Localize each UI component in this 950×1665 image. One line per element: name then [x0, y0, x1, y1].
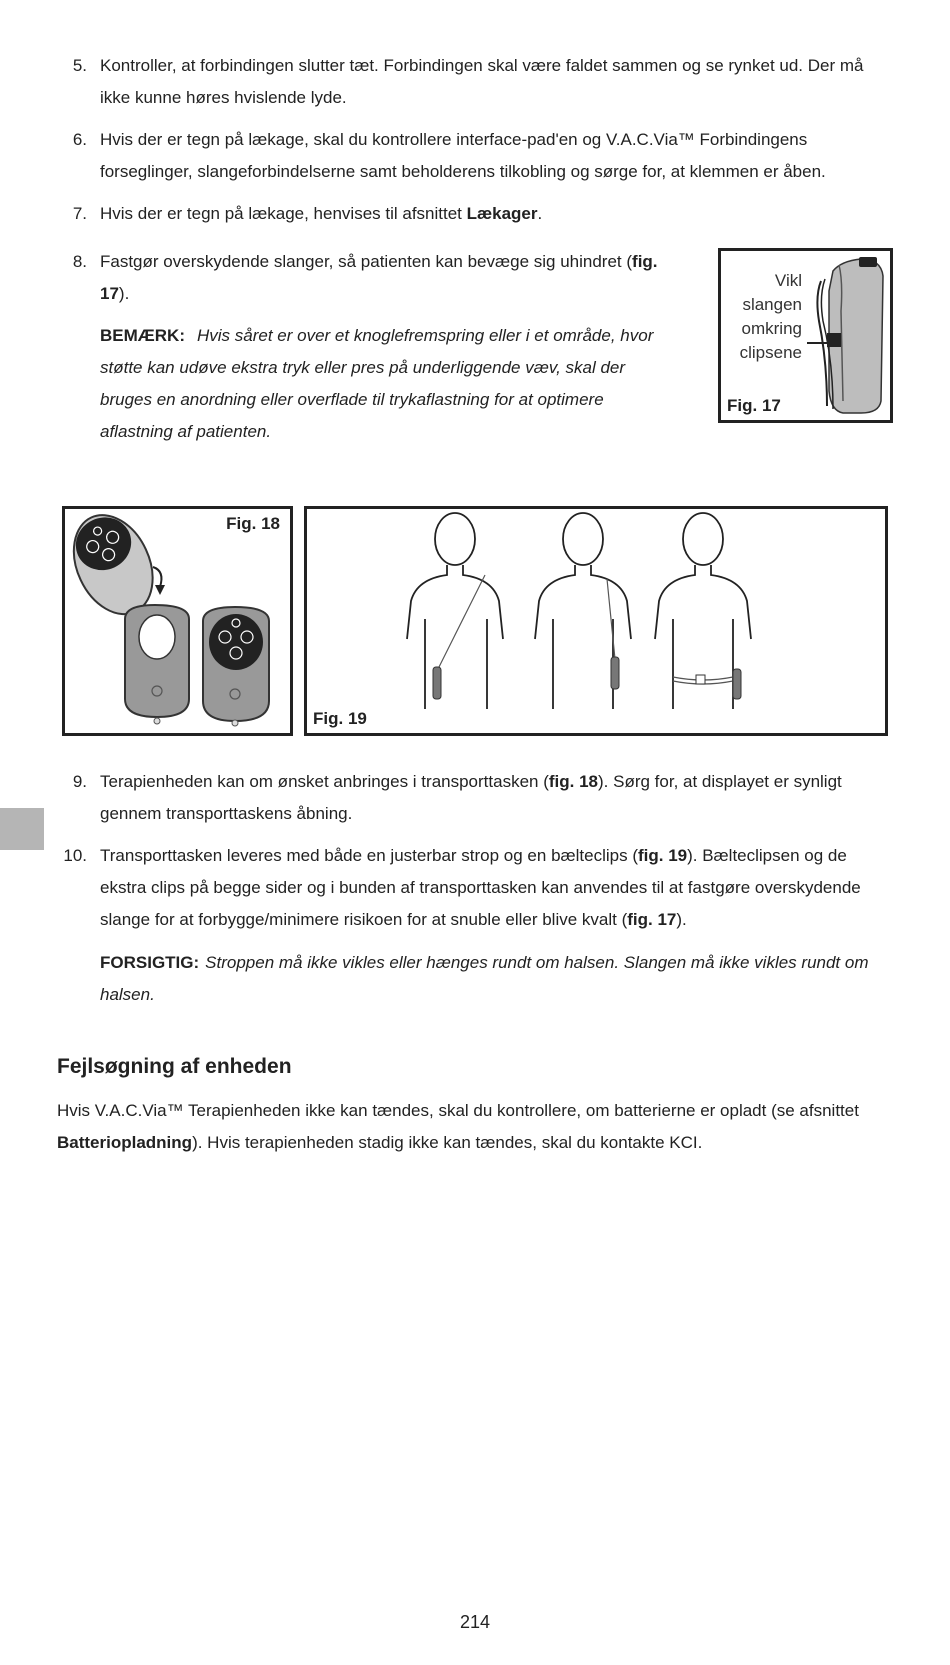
list-item-6 — [62, 124, 892, 188]
item-text: Hvis der er tegn på lækage, skal du kontrollere interface-pad'en og V.A.C.Via™ Forbindingens forseglinger, slangeforbindelserne samt beholderens tilkobling og sørge for, at klemmen er åben. — [100, 130, 826, 181]
item-text: Hvis der er tegn på lækage, henvises til afsnittet Lækager. — [100, 204, 543, 223]
item-number: 9. — [72, 772, 87, 791]
list-item-10 — [62, 840, 892, 936]
note-text: Hvis såret er over et knoglefremspring eller i et område, hvor støtte kan udøve ekstra tryk eller pres på underliggende væv, skal der bruges en anordning eller overflade til trykaflastning for at optimere aflastning af patienten. — [100, 326, 654, 441]
section-reference: Lækager — [466, 204, 538, 223]
fig18-label: Fig. 18 — [226, 514, 280, 533]
item-number: 6. — [72, 130, 87, 149]
figure-17 — [718, 248, 893, 423]
item-text: Terapienheden kan om ønsket anbringes i transporttasken (fig. 18). Sørg for, at displayet er synligt gennem transporttaskens åbning. — [100, 772, 842, 823]
figure-reference: fig. 17 — [100, 252, 658, 303]
note-label: FORSIGTIG: — [100, 953, 200, 972]
figure-18 — [62, 506, 293, 736]
wearing-options-illustration — [307, 509, 885, 733]
note-label: BEMÆRK: — [100, 326, 185, 345]
figure-19 — [304, 506, 888, 736]
item-text: Fastgør overskydende slanger, så patienten kan bevæge sig uhindret (fig. 17). — [100, 252, 658, 303]
list-item-9 — [62, 766, 892, 830]
list-item-8 — [62, 246, 672, 310]
item-number: 8. — [72, 252, 87, 271]
figure-reference: fig. 17 — [627, 910, 677, 929]
fig19-label: Fig. 19 — [313, 709, 367, 728]
item-number: 7. — [72, 204, 87, 223]
item-text: Transporttasken leveres med både en justerbar strop og en bælteclips (fig. 19). Bælteclipsen og de ekstra clips på begge sider og i bunden af transporttasken kan anvendes til at fastgøre overskydende slange for at forbygge/minimere risikoen for at snuble eller blive kvalt (fig. 17). — [100, 846, 861, 929]
item-number: 5. — [72, 56, 87, 75]
item-number: 10. — [63, 846, 87, 865]
device-in-case-illustration — [65, 509, 290, 733]
list-item-5 — [62, 50, 892, 114]
list-item-7 — [62, 198, 892, 230]
section-heading: Fejlsøgning af enheden — [57, 1055, 292, 1078]
fig17-label: Fig. 17 — [727, 396, 781, 415]
page-number: 214 — [459, 1612, 491, 1632]
chapter-tab — [0, 808, 44, 850]
figure-reference: fig. 19 — [637, 846, 688, 865]
section-reference: Batteriopladning — [57, 1133, 193, 1152]
section-paragraph: Hvis V.A.C.Via™ Terapienheden ikke kan tændes, skal du kontrollere, om batterierne er opladt (se afsnittet Batteriopladning). Hvis terapienheden stadig ikke kan tændes, skal du kontakte KCI. — [57, 1101, 859, 1152]
note-bemaerk — [100, 320, 670, 448]
figure-reference: fig. 18 — [548, 772, 598, 791]
note-forsigtig — [100, 947, 892, 1011]
note-text: Stroppen må ikke vikles eller hænges rundt om halsen. Slangen må ikke vikles rundt om halsen. — [100, 953, 869, 1004]
fig17-caption: Vikl slangen omkring clipsene — [739, 271, 802, 362]
item-text: Kontroller, at forbindingen slutter tæt. Forbindingen skal være faldet sammen og se rynket ud. Der må ikke kunne høres hvislende lyde. — [100, 56, 864, 107]
